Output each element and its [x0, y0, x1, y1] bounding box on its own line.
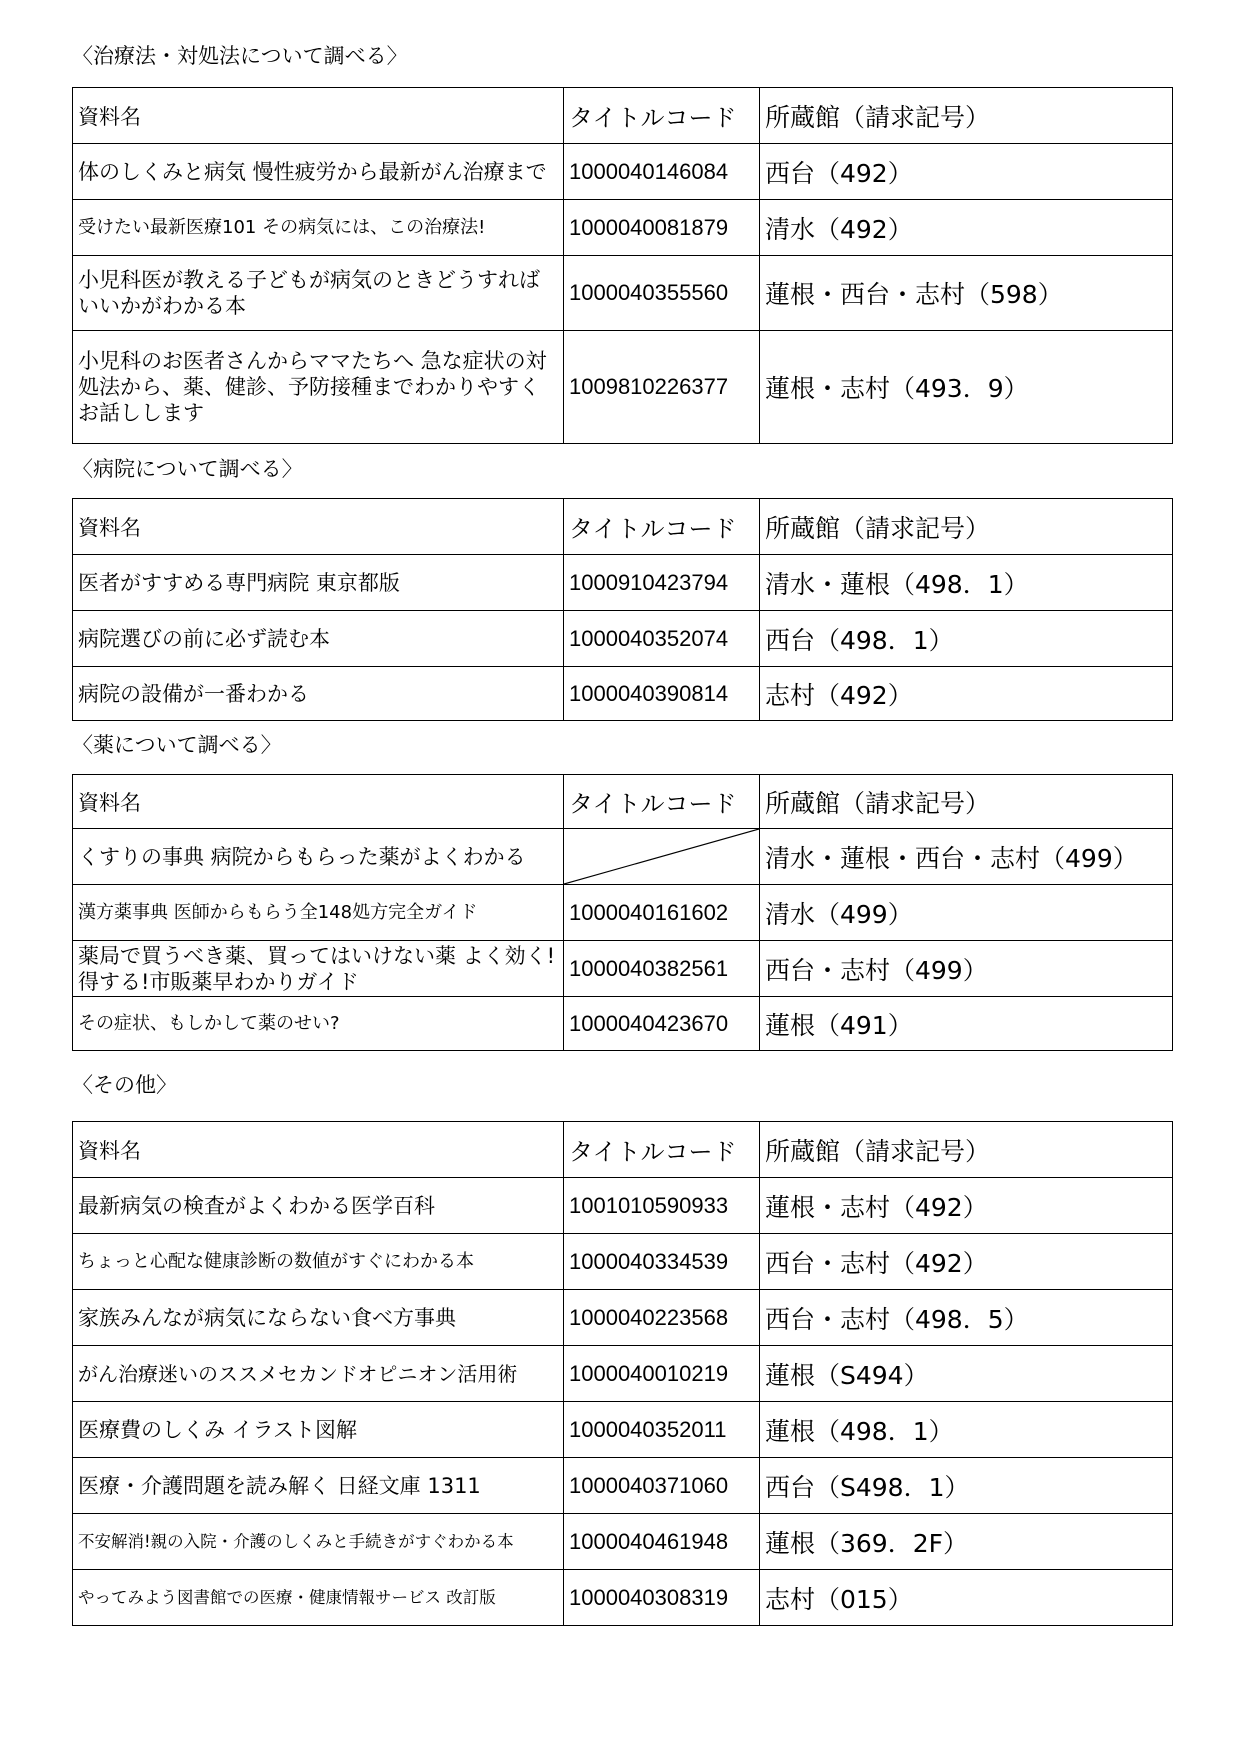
table-row: [73, 1178, 1173, 1234]
title-code: 1000040146084: [564, 144, 760, 200]
book-title: 受けたい最新医療101 その病気には、この治療法!: [78, 216, 486, 238]
table-row: [73, 1570, 1173, 1626]
book-title: 最新病気の検査がよくわかる医学百科: [78, 1193, 435, 1218]
section-medicine: [72, 731, 1173, 759]
table-row: [73, 1234, 1173, 1290]
book-title: くすりの事典 病院からもらった薬がよくわかる: [78, 844, 526, 869]
book-title: ちょっと心配な健康診断の数値がすぐにわかる本: [78, 1250, 474, 1272]
library-callno: 蓮根・志村（493．9）: [760, 331, 1173, 444]
header-library: 所蔵館（請求記号）: [760, 499, 1173, 555]
title-code: 1000040308319: [564, 1570, 760, 1626]
library-callno: 西台・志村（498．5）: [760, 1290, 1173, 1346]
table-row: [73, 331, 1173, 444]
library-callno: 蓮根（491）: [760, 997, 1173, 1051]
book-title: 家族みんなが病気にならない食べ方事典: [78, 1305, 456, 1330]
book-title: 不安解消!親の入院・介護のしくみと手続きがすぐわかる本: [78, 1531, 514, 1551]
library-callno: 志村（015）: [760, 1570, 1173, 1626]
section-hospital: [72, 455, 1173, 483]
title-code: 1000910423794: [564, 555, 760, 611]
table-row: [73, 555, 1173, 611]
section-heading: 〈その他〉: [72, 1073, 177, 1097]
book-title: 小児科医が教える子どもが病気のときどうすればいいかがわかる本: [78, 268, 540, 318]
library-callno: 清水（492）: [760, 200, 1173, 256]
library-callno: 西台（498．1）: [760, 611, 1173, 667]
header-title: 資料名: [73, 88, 564, 144]
section-other: [72, 1071, 1173, 1099]
library-callno: 蓮根・西台・志村（598）: [760, 256, 1173, 331]
library-callno: 西台（S498．1）: [760, 1458, 1173, 1514]
table-header-row: [73, 775, 1173, 829]
table-row: [73, 997, 1173, 1051]
header-code: タイトルコード: [564, 499, 760, 555]
book-title: 薬局で買うべき薬、買ってはいけない薬 よく効く!得する!市販薬早わかりガイド: [78, 943, 556, 994]
title-code: 1000040390814: [564, 667, 760, 721]
table-row: [73, 1346, 1173, 1402]
section-heading: 〈病院について調べる〉: [72, 457, 303, 481]
book-title: 体のしくみと病気 慢性疲労から最新がん治療まで: [78, 159, 547, 184]
table-row: [73, 941, 1173, 997]
section-treatment: [72, 42, 1173, 70]
table-row: [73, 1402, 1173, 1458]
title-code: 1001010590933: [564, 1178, 760, 1234]
book-title: 医者がすすめる専門病院 東京都版: [78, 570, 400, 595]
library-callno: 蓮根・志村（492）: [760, 1178, 1173, 1234]
table-row: [73, 885, 1173, 941]
header-library: 所蔵館（請求記号）: [760, 1122, 1173, 1178]
table-row: [73, 1514, 1173, 1570]
table-row: [73, 1290, 1173, 1346]
title-code: 1000040352011: [564, 1402, 760, 1458]
section-heading: 〈治療法・対処法について調べる〉: [72, 44, 408, 68]
book-title: 小児科のお医者さんからママたちへ 急な症状の対処法から、薬、健診、予防接種までわかりやすくお話しします: [78, 349, 547, 425]
library-callno: 蓮根（S494）: [760, 1346, 1173, 1402]
book-title: 医療費のしくみ イラスト図解: [78, 1417, 358, 1442]
header-code: タイトルコード: [564, 88, 760, 144]
title-code: 1000040371060: [564, 1458, 760, 1514]
table-header-row: [73, 88, 1173, 144]
title-code-empty: [564, 829, 760, 885]
diagonal-slash-line: [564, 829, 759, 884]
header-title: 資料名: [73, 499, 564, 555]
library-callno: 清水・蓮根・西台・志村（499）: [760, 829, 1173, 885]
title-code: 1000040081879: [564, 200, 760, 256]
table-row: [73, 144, 1173, 200]
title-code: 1000040355560: [564, 256, 760, 331]
book-title: 病院選びの前に必ず読む本: [78, 626, 330, 651]
table-row: [73, 611, 1173, 667]
table-row: [73, 200, 1173, 256]
title-code: 1000040161602: [564, 885, 760, 941]
title-code: 1000040352074: [564, 611, 760, 667]
table-row: [73, 667, 1173, 721]
library-callno: 蓮根（369．2F）: [760, 1514, 1173, 1570]
header-code: タイトルコード: [564, 1122, 760, 1178]
title-code: 1009810226377: [564, 331, 760, 444]
library-callno: 清水（499）: [760, 885, 1173, 941]
title-code: 1000040010219: [564, 1346, 760, 1402]
table-header-row: [73, 1122, 1173, 1178]
library-callno: 清水・蓮根（498．1）: [760, 555, 1173, 611]
section-heading: 〈薬について調べる〉: [72, 733, 282, 757]
book-title: 医療・介護問題を読み解く 日経文庫 1311: [78, 1473, 481, 1498]
library-callno: 西台（492）: [760, 144, 1173, 200]
header-library: 所蔵館（請求記号）: [760, 88, 1173, 144]
title-code: 1000040423670: [564, 997, 760, 1051]
book-title: やってみよう図書館での医療・健康情報サービス 改訂版: [78, 1587, 496, 1607]
library-callno: 西台・志村（492）: [760, 1234, 1173, 1290]
table-header-row: [73, 499, 1173, 555]
table-row: [73, 829, 1173, 885]
book-title: その症状、もしかして薬のせい?: [78, 1012, 340, 1034]
header-code: タイトルコード: [564, 775, 760, 829]
title-code: 1000040382561: [564, 941, 760, 997]
book-title: 病院の設備が一番わかる: [78, 681, 309, 706]
table-hospital: [72, 498, 1173, 721]
book-title: がん治療迷いのススメセカンドオピニオン活用術: [78, 1361, 518, 1386]
header-title: 資料名: [73, 1122, 564, 1178]
title-code: 1000040461948: [564, 1514, 760, 1570]
header-library: 所蔵館（請求記号）: [760, 775, 1173, 829]
library-callno: 蓮根（498．1）: [760, 1402, 1173, 1458]
table-row: [73, 256, 1173, 331]
header-title: 資料名: [73, 775, 564, 829]
book-title: 漢方薬事典 医師からもらう全148処方完全ガイド: [78, 901, 478, 923]
library-callno: 志村（492）: [760, 667, 1173, 721]
title-code: 1000040334539: [564, 1234, 760, 1290]
table-other: [72, 1121, 1173, 1626]
library-callno: 西台・志村（499）: [760, 941, 1173, 997]
table-medicine: [72, 774, 1173, 1051]
table-row: [73, 1458, 1173, 1514]
title-code: 1000040223568: [564, 1290, 760, 1346]
table-treatment: [72, 87, 1173, 444]
